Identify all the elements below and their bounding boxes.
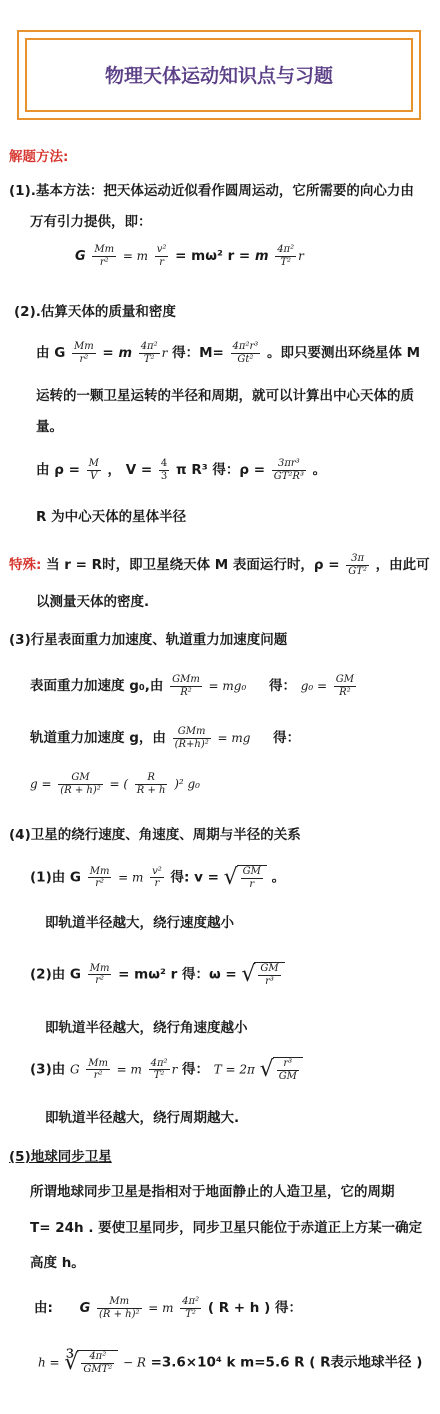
special-line2: 以测量天体的密度. [36, 594, 150, 610]
special-line1: 特殊: 当 r = R时，即卫星绕天体 M 表面运行时，ρ = $\frac{3\pi}{\text{GT²}}$ ，由此可 [9, 553, 430, 577]
special-line1-text: 当 r = R时，即卫星绕天体 M 表面运行时，ρ = [46, 557, 340, 573]
s2-line1-mid: 得：M= [172, 345, 224, 361]
s4-1-mid: 得: v = [170, 869, 219, 886]
s4-1-note: 即轨道半径越大，绕行速度越小 [45, 915, 234, 931]
s3-line1-prefix: 表面重力加速度 g₀,由 [30, 678, 164, 694]
s4-1-prefix: (1)由 G [30, 869, 82, 886]
s4-3-line: (3)由 G $\frac{Mm}{\text{r²}}$ = m $\frac{\text{4π²}}{\text{T²}}$ r 得： T = 2π √ $\frac{\text{r³}}{GM}$ [30, 1057, 303, 1082]
s4-2-prefix: (2)由 G [30, 966, 82, 983]
s2-line1-prefix: 由 G [36, 345, 66, 361]
s2-density-pi: π R³ 得：ρ = [175, 462, 266, 478]
page-title: 物理天体运动知识点与习题 [104, 65, 333, 87]
s1-formula: G $\frac{Mm}{\text{r²}}$ = m $\frac{\text{v²}}{r}$ = mω² r = m $\frac{\text{4π²}}{\text{T²}}$ r [75, 244, 304, 268]
special-label: 特殊: [9, 557, 42, 573]
s3-heading: (3)行星表面重力加速度、轨道重力加速度问题 [9, 632, 288, 648]
method-heading: 解题方法: [9, 149, 69, 165]
s3-line3: g = $\frac{GM}{\text{(R + h)²}}$ = ( $\frac{R}{R + h}$ )² g₀ [30, 772, 200, 796]
s5-line4-suffix: ( R + h ) 得： [207, 1300, 302, 1316]
s3-line2-mid: 得： [273, 730, 301, 746]
s2-density: 由 ρ = $\frac{M}{V}$ ， V = $\frac{4}{3}$ π R³ 得：ρ = $\frac{\text{3πr³}}{\text{GT²R³}}$ 。 [36, 458, 327, 482]
s5-line1: 所谓地球同步卫星是指相对于地面静止的人造卫星，它的周期 [30, 1184, 395, 1200]
title-box [25, 38, 413, 112]
s2-line2: 运转的一颗卫星运转的半径和周期，就可以计算出中心天体的质 [36, 388, 414, 404]
s1-line2: 万有引力提供，即： [30, 214, 152, 230]
s3-line1-mid: 得： [268, 678, 296, 694]
s2-density-suffix: 。 [312, 462, 327, 478]
s4-3-prefix: (3)由 [30, 1061, 66, 1078]
s4-2-note: 即轨道半径越大，绕行角速度越小 [45, 1020, 248, 1036]
s5-line5-suffix: =3.6×10⁴ k m=5.6 R ( R表示地球半径 ) [150, 1354, 423, 1371]
s2-line1: 由 G $\frac{Mm}{\text{r²}}$ = m $\frac{\text{4π²}}{\text{T²}}$ r 得：M= $\frac{\text{4π²r³}}{\text{Gt²}}$ 。即只要测出环绕星体 M [36, 341, 421, 365]
s2-line1-suffix: 。即只要测出环绕星体 M [266, 345, 421, 361]
s2-radius-note: R 为中心天体的星体半径 [36, 509, 187, 525]
s3-line2-prefix: 轨道重力加速度 g，由 [30, 730, 166, 746]
special-line1-suffix: ，由此可 [375, 557, 430, 573]
s4-2-mid: = mω² r 得：ω = [118, 966, 237, 983]
s5-line4-prefix: 由: [34, 1300, 53, 1316]
s4-3-mid: 得： [182, 1061, 210, 1078]
s2-heading: (2).估算天体的质量和密度 [14, 304, 176, 320]
s4-1-line: (1)由 G $\frac{Mm}{\text{r²}}$ = m $\frac{\text{v²}}{r}$ 得: v = √ $\frac{GM}{r}$ 。 [30, 865, 286, 890]
s4-2-line: (2)由 G $\frac{Mm}{\text{r²}}$ = mω² r 得：ω = √ $\frac{GM}{\text{r³}}$ [30, 962, 285, 987]
s5-line2: T= 24h . 要使卫星同步，同步卫星只能位于赤道正上方某一确定 [30, 1220, 423, 1236]
s2-line3: 量。 [36, 419, 63, 435]
s2-density-mid: ， V = [107, 462, 153, 478]
s5-line4: 由: G $\frac{Mm}{\text{(R + h)²}}$ = m $\frac{\text{4π²}}{\text{T²}}$ ( R + h ) 得： [34, 1296, 302, 1320]
s2-density-prefix: 由 ρ = [36, 462, 80, 478]
s3-line1: 表面重力加速度 g₀,由 $\frac{\text{GMm}}{\text{R²}}$ = mg₀ 得： g₀ = $\frac{GM}{\text{R²}}$ [30, 674, 354, 698]
s5-line5: h = ∛ $\frac{\text{4π²}}{\text{GMT²}}$ − R =3.6×10⁴ k m=5.6 R ( R表示地球半径 ) [38, 1350, 423, 1375]
s1-line1: (1).基本方法：把天体运动近似看作圆周运动，它所需要的向心力由 [9, 183, 414, 199]
s5-line3: 高度 h。 [30, 1255, 85, 1271]
s5-heading: (5)地球同步卫星 [9, 1149, 112, 1165]
s4-3-note: 即轨道半径越大，绕行周期越大. [45, 1110, 240, 1126]
s3-line2: 轨道重力加速度 g，由 $\frac{\text{GMm}}{\text{(R+h)²}}$ = mg 得： [30, 726, 301, 750]
s4-heading: (4)卫星的绕行速度、角速度、周期与半径的关系 [9, 827, 301, 843]
